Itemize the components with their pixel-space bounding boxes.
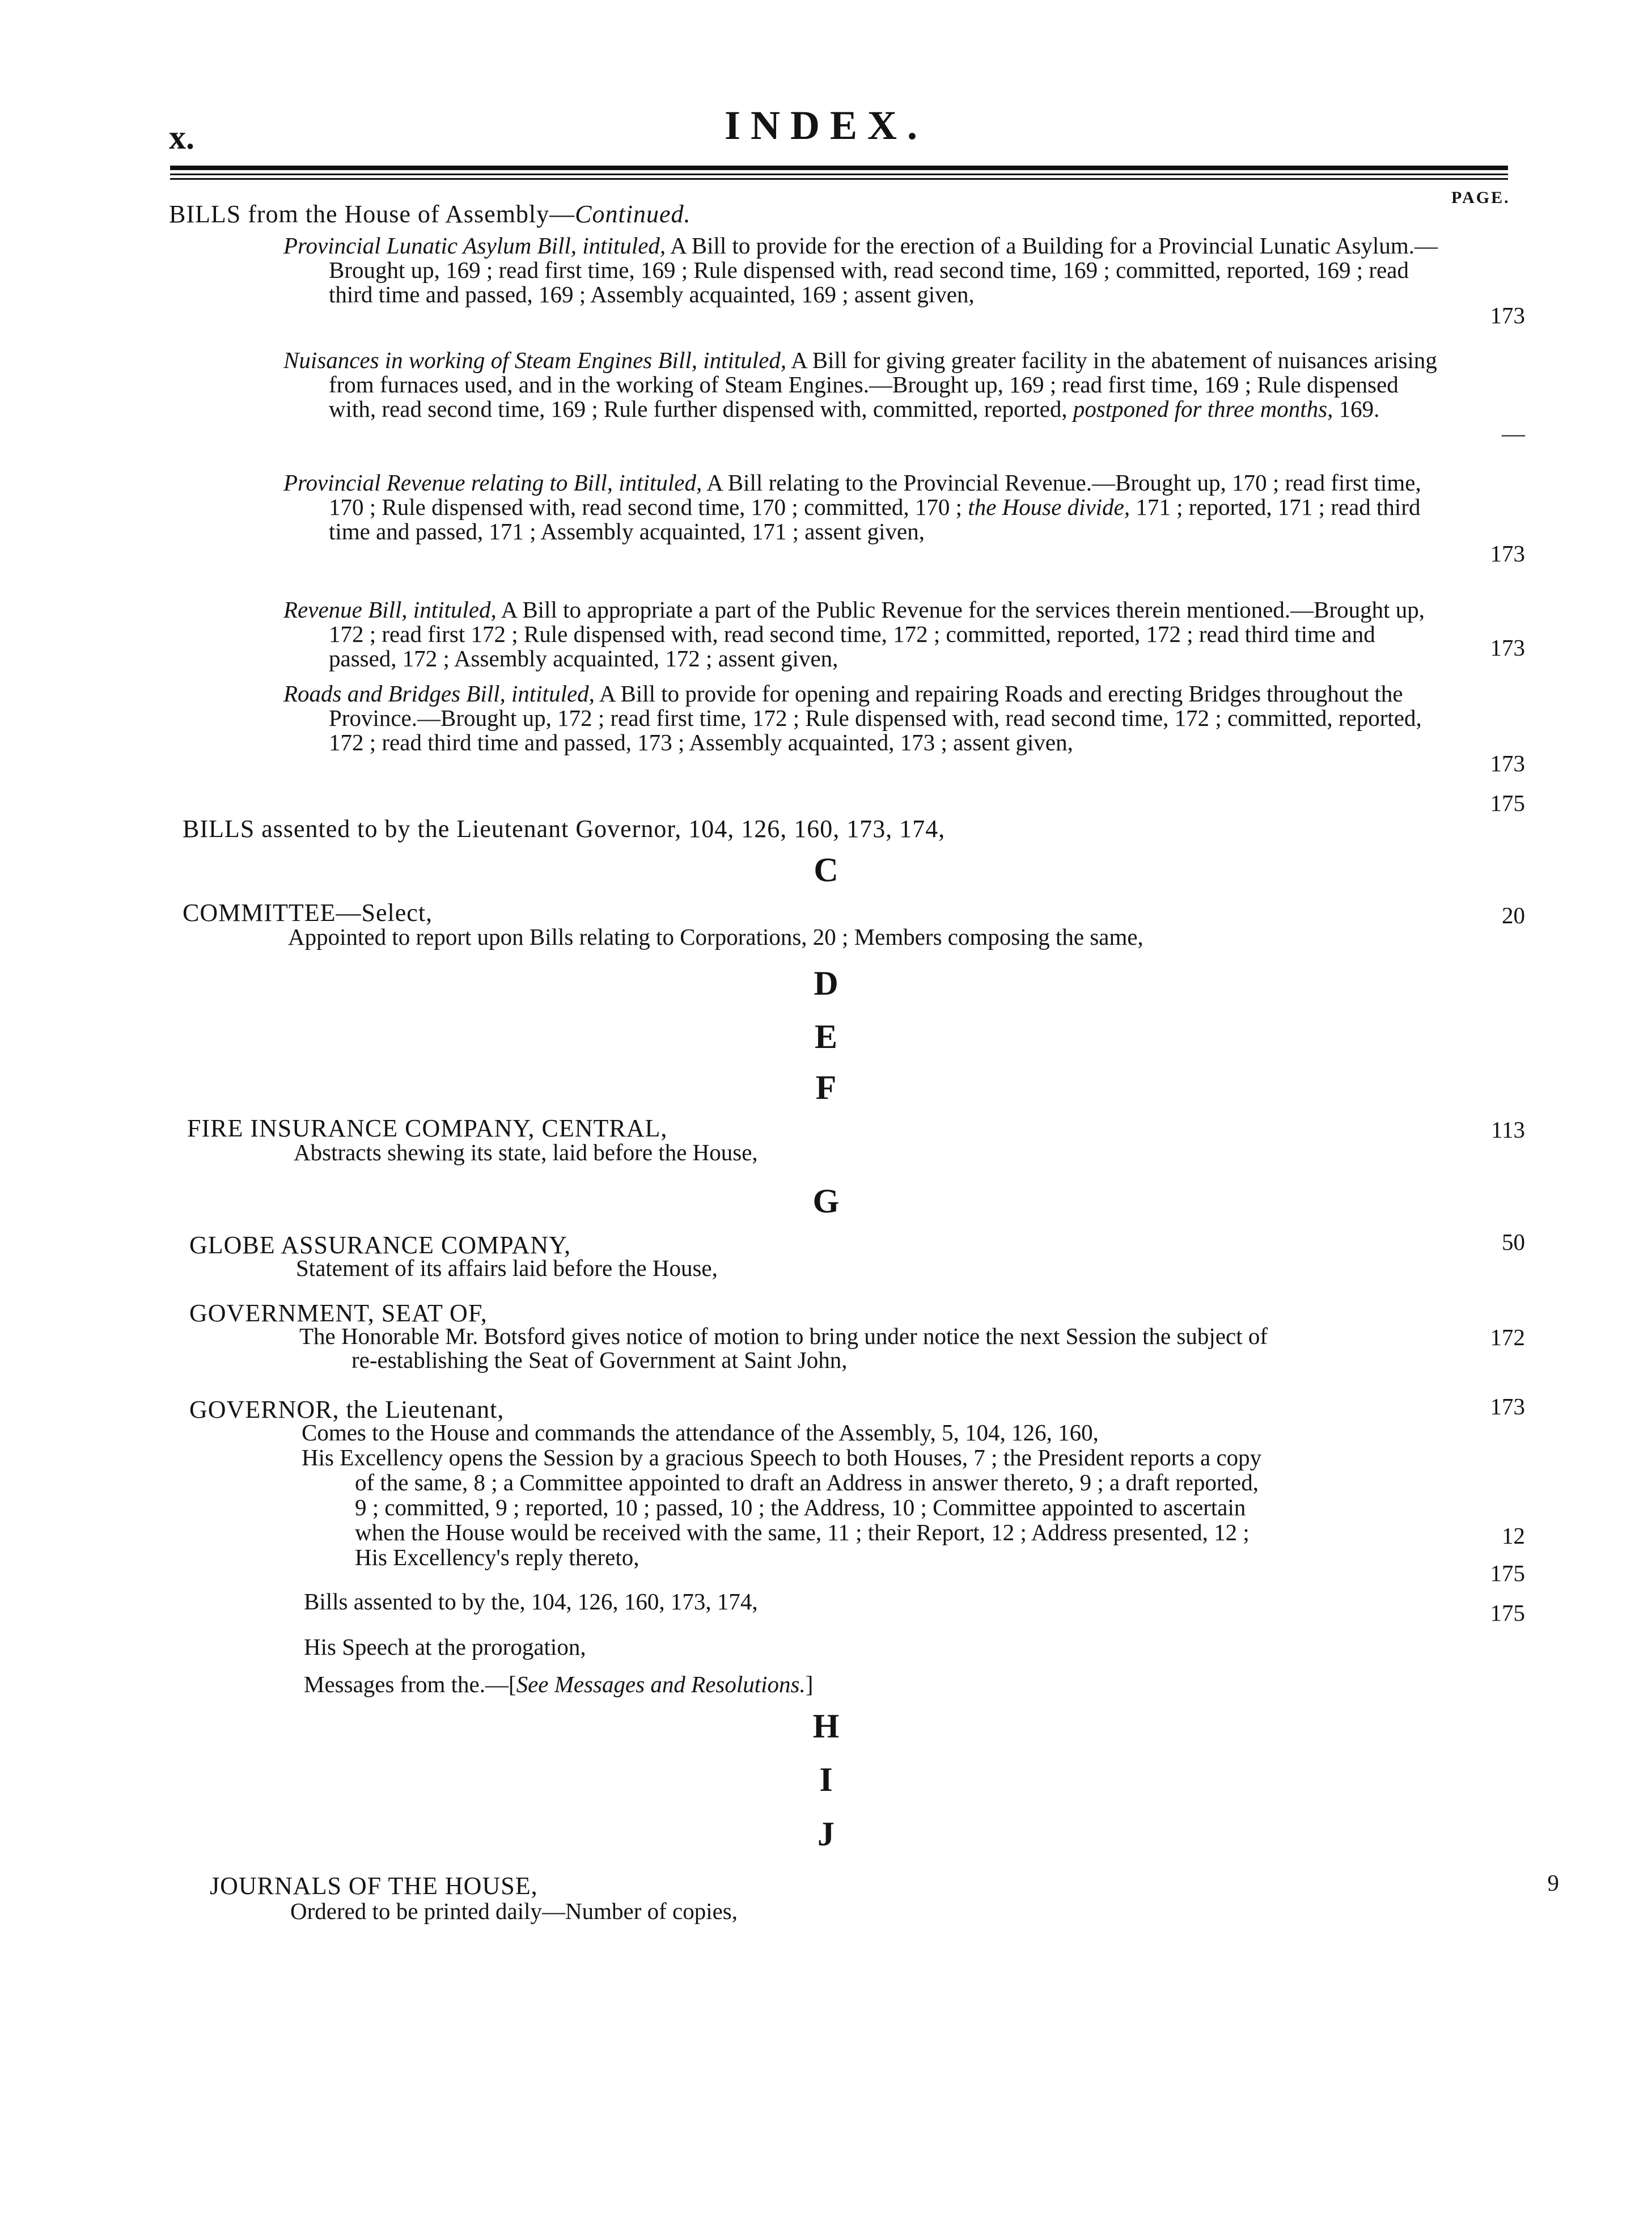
- header-rule: [170, 178, 1508, 180]
- page-title: INDEX.: [724, 103, 928, 148]
- index-entry-fire-insurance: Abstracts shewing its state, laid before the House,: [294, 1139, 758, 1165]
- section-letter-f: F: [815, 1069, 837, 1106]
- index-entry-seat-line1: The Honorable Mr. Botsford gives notice of motion to bring under notice the next Session the subject of: [299, 1323, 1268, 1349]
- section-letter-e: E: [814, 1018, 838, 1055]
- index-entry-governor-speech-line: when the House would be received with the same, 11 ; their Report, 12 ; Address presented, 12 ;: [355, 1519, 1249, 1545]
- page-ref: 175: [1490, 1600, 1525, 1626]
- index-entry-governor-bills: Bills assented to by the, 104, 126, 160, 173, 174,: [304, 1588, 758, 1614]
- page-ref: 12: [1502, 1523, 1525, 1549]
- index-entry-revenue-bill: Revenue Bill, intituled, A Bill to appropriate a part of the Public Revenue for the services therein mentioned.—Brought up, 172 ; read first 172 ; Rule dispensed with, read second time, 172 ; committed, reported, 172 ; read third time and passed, 172 ; Assembly acquainted, 172 ; assent given,: [283, 597, 1425, 671]
- index-entry-governor-speech-line: 9 ; committed, 9 ; reported, 10 ; passed, 10 ; the Address, 10 ; Committee appointed to ascertain: [355, 1494, 1246, 1520]
- page-ref: 113: [1491, 1117, 1525, 1143]
- index-entry-committee: Appointed to report upon Bills relating to Corporations, 20 ; Members composing the same,: [288, 924, 1143, 950]
- section-letter-g: G: [812, 1182, 840, 1220]
- page-ref: 175: [1490, 1560, 1525, 1586]
- section-letter-c: C: [814, 851, 838, 889]
- page-number-roman: x.: [169, 119, 194, 156]
- page-ref: 173: [1490, 302, 1525, 328]
- section-letter-j: J: [817, 1815, 835, 1853]
- section-letter-i: I: [819, 1761, 833, 1798]
- header-rule: [170, 166, 1508, 170]
- index-entry-seat-line2: re-establishing the Seat of Government at Saint John,: [351, 1347, 848, 1373]
- page-ref: 9: [1547, 1870, 1559, 1896]
- page-column-label: PAGE.: [1451, 188, 1510, 207]
- page-ref: 172: [1490, 1324, 1525, 1350]
- index-heading-governor: GOVERNOR, the Lieutenant,: [189, 1396, 505, 1423]
- index-heading-government-seat: GOVERNMENT, SEAT OF,: [189, 1299, 488, 1327]
- index-entry-governor-messages: Messages from the.—[See Messages and Resolutions.]: [304, 1671, 814, 1697]
- index-heading-journals: JOURNALS OF THE HOUSE,: [210, 1872, 538, 1900]
- page-ref: 173: [1490, 1393, 1525, 1419]
- index-entry-steam-engines-bill: Nuisances in working of Steam Engines Bill, intituled, A Bill for giving greater facility in the abatement of nuisances arising from furnaces used, and in the working of Steam Engines.—Brought up, 169 ; read first time, 169 ; Rule dispensed with, read second time, 169 ; Rule further dispensed with, committed, reported, postponed for three months, 169.: [283, 347, 1437, 422]
- section-letter-h: H: [812, 1707, 840, 1745]
- index-heading-committee: COMMITTEE—Select,: [183, 899, 433, 927]
- index-heading-bills: BILLS from the House of Assembly—Continued.: [169, 200, 691, 228]
- index-entry-governor-speech-line: His Excellency's reply thereto,: [355, 1544, 639, 1570]
- index-entry-governor-comes: Comes to the House and commands the attendance of the Assembly, 5, 104, 126, 160,: [302, 1419, 1099, 1445]
- page-ref: 173: [1490, 750, 1525, 776]
- page-ref: 173: [1490, 540, 1525, 567]
- page-ref: 173: [1490, 635, 1525, 661]
- index-entry-provincial-revenue-bill: Provincial Revenue relating to Bill, intituled, A Bill relating to the Provincial Revenue.—Brought up, 170 ; read first time, 170 ; Rule dispensed with, read second time, 170 ; committed, 170 ; the House divide, 171 ; reported, 171 ; read third time and passed, 171 ; Assembly acquainted, 171 ; assent given,: [283, 470, 1421, 544]
- index-entry-globe-assurance: Statement of its affairs laid before the House,: [296, 1255, 718, 1281]
- page-ref: 50: [1502, 1229, 1525, 1255]
- index-entry-governor-speech-line: His Excellency opens the Session by a gracious Speech to both Houses, 7 ; the President reports a copy: [302, 1444, 1262, 1470]
- index-entry-lunatic-asylum-bill: Provincial Lunatic Asylum Bill, intituled, A Bill to provide for the erection of a Building for a Provincial Lunatic Asylum.—Brought up, 169 ; read first time, 169 ; Rule dispensed with, read second time, 169 ; committed, reported, 169 ; read third time and passed, 169 ; Assembly acquainted, 169 ; assent given,: [283, 233, 1438, 307]
- page-ref: 175: [1490, 790, 1525, 816]
- section-letter-d: D: [814, 965, 838, 1002]
- page-ref: 20: [1502, 902, 1525, 928]
- index-entry-roads-bridges-bill: Roads and Bridges Bill, intituled, A Bill to provide for opening and repairing Roads and erecting Bridges throughout the Province.—Brought up, 172 ; read first time, 172 ; Rule dispensed with, read second time, 172 ; committed, reported, 172 ; read third time and passed, 173 ; Assembly acquainted, 173 ; assent given,: [283, 681, 1422, 755]
- page-ref: —: [1502, 420, 1525, 446]
- index-heading-globe-assurance: GLOBE ASSURANCE COMPANY,: [189, 1231, 571, 1259]
- index-entry-governor-speech-line: of the same, 8 ; a Committee appointed to draft an Address in answer thereto, 9 ; a draft reported,: [355, 1469, 1259, 1495]
- index-heading-fire-insurance: FIRE INSURANCE COMPANY, CENTRAL,: [187, 1114, 668, 1142]
- header-rule: [170, 174, 1508, 175]
- index-heading-bills-assented: BILLS assented to by the Lieutenant Governor, 104, 126, 160, 173, 174,: [183, 815, 946, 843]
- index-entry-journals: Ordered to be printed daily—Number of copies,: [290, 1898, 738, 1924]
- index-entry-governor-prorogation: His Speech at the prorogation,: [304, 1634, 586, 1660]
